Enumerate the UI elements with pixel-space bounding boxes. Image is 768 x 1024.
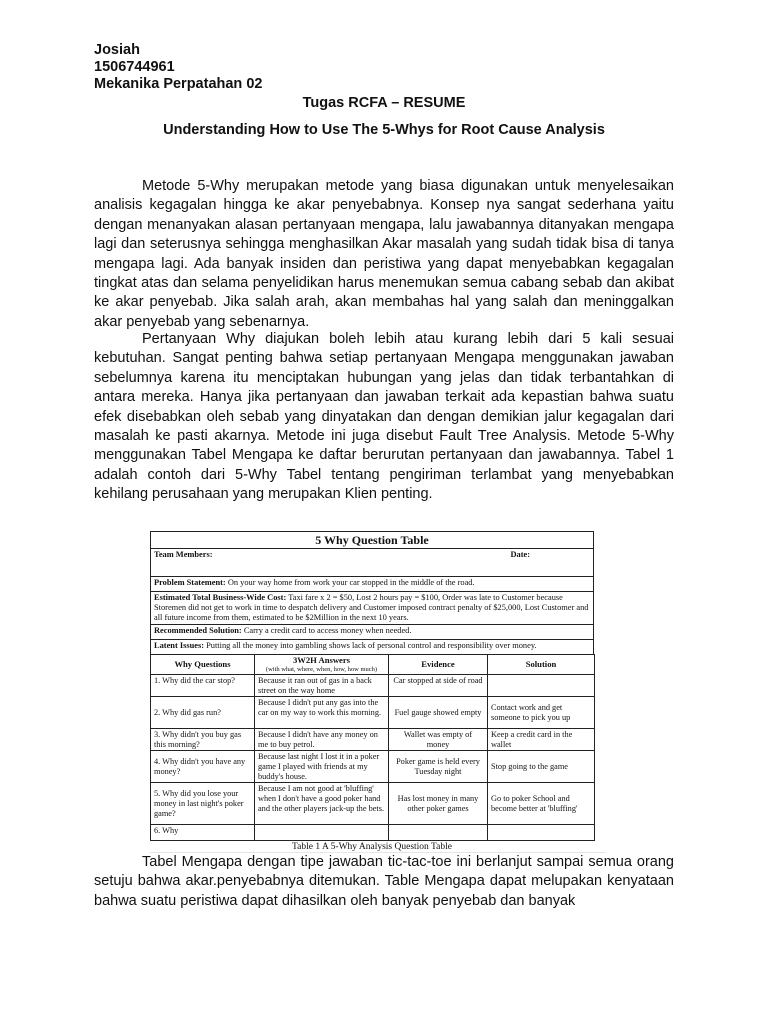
latent-text: Putting all the money into gambling shows lack of personal control and responsibility over money. — [206, 641, 537, 650]
cost-row — [150, 591, 594, 624]
why-cell: 4. Why didn't you have any money? — [151, 751, 255, 783]
evidence-cell: Wallet was empty of money — [389, 729, 488, 751]
figure-caption: Table 1 A 5-Why Analysis Question Table — [292, 842, 452, 852]
paragraph-3: Tabel Mengapa dengan tipe jawaban tic-tac-toe ini berlanjut sampai semua orang setuju bahwa akar.penyebabnya ditemukan. Table Mengapa dapat melupakan kenyataan bahwa suatu peristiwa dapat dihasilkan oleh banyak penyebab dan banyak — [94, 854, 674, 909]
why-cell: 1. Why did the car stop? — [151, 675, 255, 697]
why-cell: 5. Why did you lose your money in last night's poker game? — [151, 783, 255, 825]
why-table — [150, 654, 595, 841]
solution-cell — [488, 825, 595, 841]
problem-text: On your way home from work your car stopped in the middle of the road. — [227, 578, 475, 587]
evidence-cell: Poker game is held every Tuesday night — [389, 751, 488, 783]
col-solution: Solution — [488, 655, 595, 675]
why-table-header — [151, 655, 595, 675]
table-row — [151, 729, 595, 751]
figure-title: 5 Why Question Table — [150, 531, 594, 548]
author-block — [94, 42, 262, 93]
solution-text: Carry a credit card to access money when needed. — [243, 626, 412, 635]
evidence-cell: Fuel gauge showed empty — [389, 697, 488, 729]
table-row — [151, 825, 595, 841]
student-id: 1506744961 — [94, 59, 175, 75]
table-row — [151, 697, 595, 729]
latent-label: Latent Issues: — [154, 641, 205, 650]
answer-cell: Because I am not good at 'bluffing' when I don't have a good poker hand and the other players jack-up the bets. — [255, 783, 389, 825]
table-row — [151, 751, 595, 783]
team-row — [150, 548, 594, 576]
answer-cell: Because it ran out of gas in a back street on the way home — [255, 675, 389, 697]
author-name: Josiah — [94, 42, 140, 58]
evidence-cell: Car stopped at side of road — [389, 675, 488, 697]
table-row — [151, 675, 595, 697]
document-title: Tugas RCFA – RESUME — [302, 95, 466, 111]
col-answers: 3W2H Answers (with what, where, when, how, how much) — [255, 655, 389, 675]
solution-cell: Go to poker School and become better at 'bluffing' — [488, 783, 595, 825]
solution-cell — [488, 675, 595, 697]
solution-cell: Keep a credit card in the wallet — [488, 729, 595, 751]
cost-text: Taxi fare x 2 = $50, Lost 2 hours pay = $100, Order was late to Customer because Storemen did not get to work in time to despatch delivery and Customer imposed contract penalty of $25,000, Lost Customer and all future income from them, estimated to be $2Million in the next 10 years. — [154, 593, 589, 622]
col-why-questions: Why Questions — [151, 655, 255, 675]
col-answers-sub: (with what, where, when, how, how much) — [265, 665, 378, 673]
team-members-label: Team Members: — [154, 550, 213, 559]
problem-label: Problem Statement: — [154, 578, 226, 587]
answer-cell: Because I didn't put any gas into the car on my way to work this morning. — [255, 697, 389, 729]
latent-row — [150, 639, 594, 654]
evidence-cell: Has lost money in many other poker games — [389, 783, 488, 825]
answer-cell: Because I didn't have any money on me to buy petrol. — [255, 729, 389, 751]
answer-cell: Because last night I lost it in a poker game I played with friends at my buddy's house. — [255, 751, 389, 783]
paragraph-2: Pertanyaan Why diajukan boleh lebih atau kurang lebih dari 5 kali sesuai kebutuhan. Sangat penting bahwa setiap pertanyaan Mengapa menggunakan jawaban sebelumnya karena itu menciptakan hubungan yang jelas dan tidak terbantahkan di antara mereka. Hanya jika pertanyaan dan jawaban terkait ada kepastian bahwa suatu efek disebabkan oleh sebab yang dinyatakan dan dengan demikian jalur kegagalan dari masalah ke pasti akarnya. Metode ini juga disebut Fault Tree Analysis. Metode 5-Why menggunakan Tabel Mengapa ke daftar berurutan pertanyaan dan jawabannya. Tabel 1 adalah contoh dari 5-Why Tabel tentang pengiriman terlambat yang menyebabkan kehilang perusahaan yang merupakan Klien penting. — [94, 331, 674, 503]
answer-cell — [255, 825, 389, 841]
why-cell: 3. Why didn't you buy gas this morning? — [151, 729, 255, 751]
evidence-cell — [389, 825, 488, 841]
document-subtitle: Understanding How to Use The 5-Whys for Root Cause Analysis — [163, 122, 605, 138]
course-name: Mekanika Perpatahan 02 — [94, 76, 263, 92]
paragraph-1: Metode 5-Why merupakan metode yang biasa digunakan untuk menyelesaikan analisis kegagalan hingga ke akar penyebabnya. Konsep nya sangat sederhana yaitu dengan menanyakan alasan pertanyaan mengapa, lalu jawabannya ditanyakan mengapa lagi dan seterusnya sehingga menghasilkan Akar masalah yang sudah tidak bisa di tanya mengapa lagi. Ada banyak insiden dan peristiwa yang dapat menyebabkan kegagalan tingkat atas dan selama penyelidikan harus menemukan semua cabang sebab dan akibat ke akar penyebab. Jika salah arah, akan membahas hal yang salah dan meninggalkan akar penyebab yang sebenarnya. — [94, 178, 674, 330]
solution-cell: Contact work and get someone to pick you up — [488, 697, 595, 729]
problem-row — [150, 576, 594, 591]
solution-label: Recommended Solution: — [154, 626, 242, 635]
solution-cell: Stop going to the game — [488, 751, 595, 783]
why-cell: 6. Why — [151, 825, 255, 841]
col-evidence: Evidence — [389, 655, 488, 675]
cost-label: Estimated Total Business-Wide Cost: — [154, 593, 287, 602]
why-cell: 2. Why did gas run? — [151, 697, 255, 729]
date-label: Date: — [510, 550, 530, 559]
table-row — [151, 783, 595, 825]
five-why-table-figure — [150, 531, 594, 852]
solution-row — [150, 624, 594, 639]
